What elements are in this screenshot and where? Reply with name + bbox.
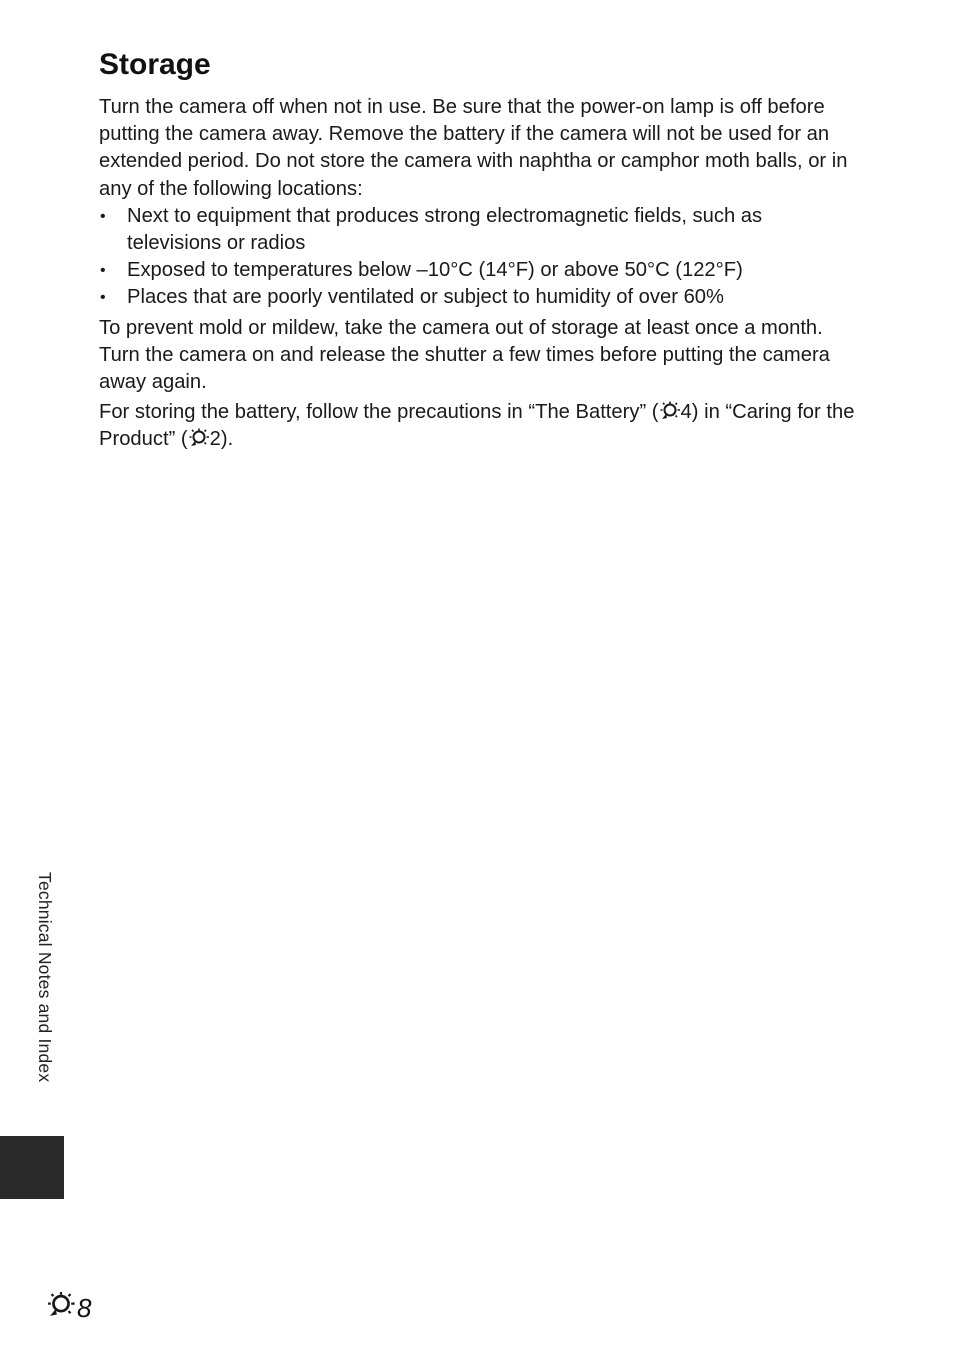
storage-locations-list (99, 203, 859, 312)
technical-notes-bulb-icon (659, 400, 681, 422)
bullet-dot: • (100, 262, 106, 280)
battery-paragraph (99, 399, 859, 453)
technical-notes-bulb-icon (46, 1290, 76, 1325)
list-item (99, 284, 859, 311)
page-title: Storage (99, 48, 211, 81)
technical-notes-bulb-icon (188, 427, 210, 449)
section-side-tab[interactable]: Technical Notes and Index (35, 872, 55, 1083)
bullet-dot: • (100, 289, 106, 307)
page-number (46, 1290, 91, 1325)
page-number-value: 8 (77, 1292, 92, 1323)
list-item-text: Next to equipment that produces strong electromagnetic fields, such as televisions or radios (127, 204, 763, 255)
battery-text-part3: ). (220, 428, 234, 451)
battery-page-ref[interactable]: 4 (680, 401, 692, 424)
battery-text-part1: For storing the battery, follow the precautions in “The Battery” ( (99, 401, 659, 424)
list-item (99, 257, 859, 284)
list-item-text: Places that are poorly ventilated or subject to humidity of over 60% (127, 286, 724, 309)
bullet-dot: • (100, 207, 106, 225)
intro-paragraph: Turn the camera off when not in use. Be sure that the power-on lamp is off before putting the camera away. Remove the battery if the camera will not be used for an extended period. Do not store the camera with naphtha or camphor moth balls, or in any of the following locations: (99, 96, 848, 200)
page-content (99, 94, 859, 454)
battery-text-part2: ) in “Caring for the Product” ( (99, 401, 855, 451)
list-item (99, 203, 859, 257)
mold-paragraph: To prevent mold or mildew, take the camera out of storage at least once a month. Turn the camera on and release the shutter a few times before putting the camera away again. (99, 316, 830, 394)
section-tab-marker (0, 1136, 64, 1199)
caring-page-ref[interactable]: 2 (209, 428, 221, 451)
list-item-text: Exposed to temperatures below –10°C (14°F) or above 50°C (122°F) (127, 259, 743, 282)
